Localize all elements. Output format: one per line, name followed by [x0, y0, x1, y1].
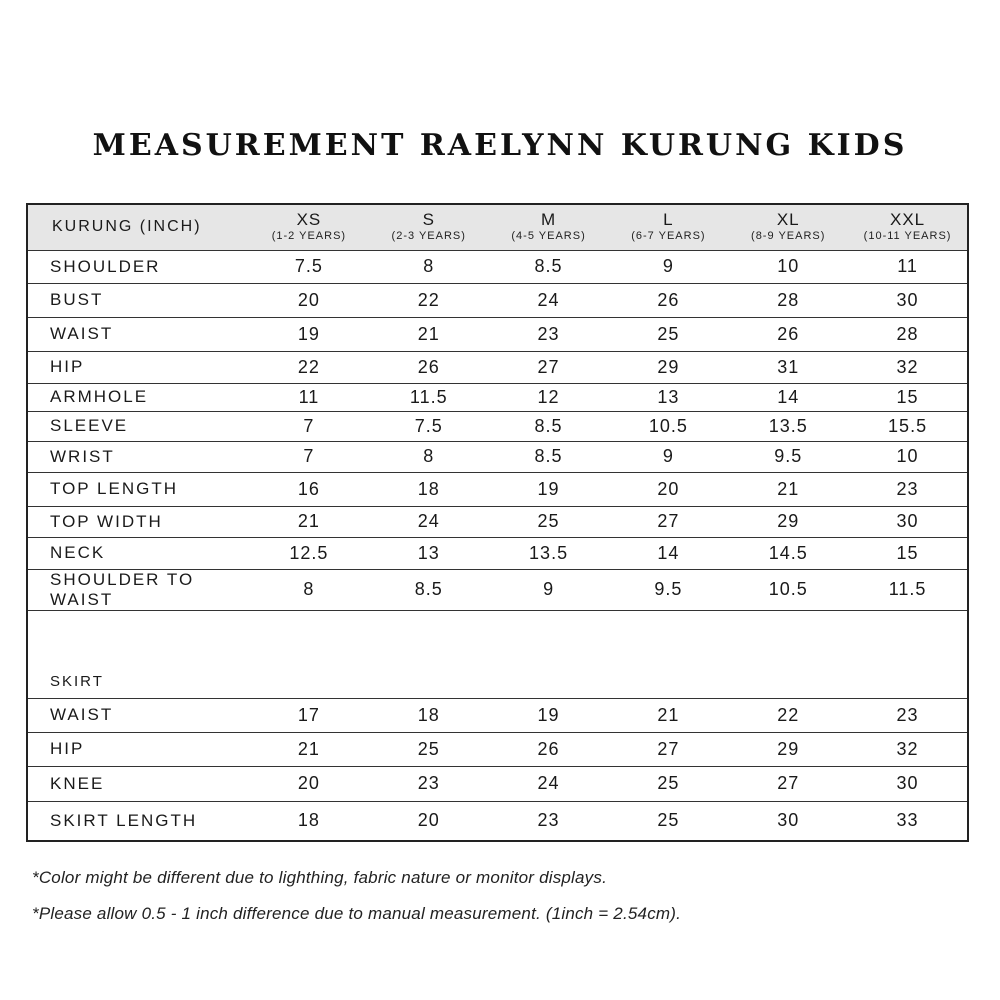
cell-value: 10	[848, 441, 968, 472]
table-row	[27, 472, 968, 506]
size-age: (2-3 YEARS)	[391, 230, 466, 243]
size-age: (1-2 YEARS)	[271, 230, 347, 243]
cell-value: 33	[848, 801, 968, 841]
cell-value: 13	[369, 537, 489, 569]
size-age: (4-5 YEARS)	[511, 230, 586, 243]
cell-value: 25	[489, 506, 609, 537]
row-label: SLEEVE	[27, 411, 249, 441]
table-row	[27, 732, 968, 766]
size-header-xs	[249, 204, 369, 250]
cell-value: 20	[249, 283, 369, 317]
cell-value: 23	[489, 317, 609, 351]
cell-value: 23	[848, 472, 968, 506]
skirt-section-row	[27, 610, 968, 698]
cell-value: 8	[369, 441, 489, 472]
cell-value: 15	[848, 383, 968, 411]
table-row	[27, 766, 968, 801]
table-row	[27, 569, 968, 610]
cell-value: 10	[728, 250, 848, 283]
row-label: SHOULDER	[27, 250, 249, 283]
cell-value: 9.5	[608, 569, 728, 610]
cell-value: 8.5	[489, 250, 609, 283]
cell-value: 28	[848, 317, 968, 351]
table-row	[27, 351, 968, 383]
table-row	[27, 411, 968, 441]
table-row	[27, 250, 968, 283]
cell-value: 23	[369, 766, 489, 801]
cell-value: 18	[369, 472, 489, 506]
cell-value: 19	[489, 472, 609, 506]
size-name: M	[540, 210, 557, 230]
cell-value: 26	[489, 732, 609, 766]
cell-value: 8	[249, 569, 369, 610]
cell-value: 11.5	[848, 569, 968, 610]
size-name: L	[663, 210, 674, 230]
skirt-section-heading: SKIRT	[27, 610, 249, 698]
cell-value: 9.5	[728, 441, 848, 472]
cell-value: 11	[848, 250, 968, 283]
cell-value: 24	[489, 283, 609, 317]
row-label: KNEE	[27, 766, 249, 801]
size-name: S	[422, 210, 435, 230]
row-label: WRIST	[27, 441, 249, 472]
cell-value: 7	[249, 411, 369, 441]
cell-value: 30	[848, 506, 968, 537]
size-header-xxl	[848, 204, 968, 250]
cell-value: 21	[608, 698, 728, 732]
table-row	[27, 698, 968, 732]
cell-value: 7.5	[369, 411, 489, 441]
row-label: ARMHOLE	[27, 383, 249, 411]
cell-value: 27	[608, 506, 728, 537]
cell-value: 8	[369, 250, 489, 283]
cell-value: 7.5	[249, 250, 369, 283]
size-age: (8-9 YEARS)	[751, 230, 826, 243]
table-row	[27, 801, 968, 841]
cell-value: 19	[249, 317, 369, 351]
cell-value: 27	[728, 766, 848, 801]
table-row	[27, 283, 968, 317]
cell-value: 12.5	[249, 537, 369, 569]
cell-value: 11.5	[369, 383, 489, 411]
row-label: WAIST	[27, 317, 249, 351]
cell-value: 21	[249, 732, 369, 766]
cell-value: 18	[369, 698, 489, 732]
table-row	[27, 506, 968, 537]
cell-value: 8.5	[489, 441, 609, 472]
cell-value: 22	[249, 351, 369, 383]
row-label: SHOULDER TO WAIST	[27, 569, 249, 610]
row-label: TOP WIDTH	[27, 506, 249, 537]
cell-value: 11	[249, 383, 369, 411]
size-header-xl	[728, 204, 848, 250]
row-label: NECK	[27, 537, 249, 569]
cell-value: 23	[848, 698, 968, 732]
cell-value: 21	[728, 472, 848, 506]
cell-value: 29	[608, 351, 728, 383]
cell-value: 8.5	[369, 569, 489, 610]
cell-value: 25	[608, 766, 728, 801]
row-label: HIP	[27, 351, 249, 383]
cell-value: 8.5	[489, 411, 609, 441]
cell-value: 9	[489, 569, 609, 610]
cell-value: 20	[608, 472, 728, 506]
table-row	[27, 383, 968, 411]
cell-value: 29	[728, 506, 848, 537]
cell-value: 27	[489, 351, 609, 383]
cell-value: 30	[848, 283, 968, 317]
cell-value: 14	[608, 537, 728, 569]
size-chart-table	[26, 203, 969, 842]
row-label: SKIRT LENGTH	[27, 801, 249, 841]
cell-value: 9	[608, 250, 728, 283]
row-label: BUST	[27, 283, 249, 317]
size-name: XL	[776, 210, 800, 230]
cell-value: 22	[369, 283, 489, 317]
cell-value: 15.5	[848, 411, 968, 441]
table-row	[27, 441, 968, 472]
cell-value: 27	[608, 732, 728, 766]
cell-value: 25	[369, 732, 489, 766]
size-name: XS	[296, 210, 322, 230]
cell-value: 18	[249, 801, 369, 841]
cell-value: 31	[728, 351, 848, 383]
table-row	[27, 537, 968, 569]
footnote-color: *Color might be different due to lighthing, fabric nature or monitor displays.	[32, 868, 608, 887]
cell-value: 7	[249, 441, 369, 472]
cell-value: 32	[848, 732, 968, 766]
cell-value: 26	[728, 317, 848, 351]
cell-value: 14.5	[728, 537, 848, 569]
cell-value: 10.5	[608, 411, 728, 441]
footnote-measurement: *Please allow 0.5 - 1 inch difference due to manual measurement. (1inch = 2.54cm).	[32, 904, 682, 923]
size-age: (6-7 YEARS)	[631, 230, 706, 243]
cell-value: 10.5	[728, 569, 848, 610]
cell-value: 24	[369, 506, 489, 537]
cell-value: 9	[608, 441, 728, 472]
cell-value: 19	[489, 698, 609, 732]
table-header-row	[27, 204, 968, 250]
cell-value: 12	[489, 383, 609, 411]
cell-value: 25	[608, 317, 728, 351]
cell-value: 16	[249, 472, 369, 506]
cell-value: 21	[249, 506, 369, 537]
cell-value: 20	[369, 801, 489, 841]
table-row	[27, 317, 968, 351]
row-label: HIP	[27, 732, 249, 766]
size-name: XXL	[890, 210, 926, 230]
cell-value: 30	[728, 801, 848, 841]
size-header-l	[608, 204, 728, 250]
cell-value: 30	[848, 766, 968, 801]
cell-value: 15	[848, 537, 968, 569]
cell-value: 14	[728, 383, 848, 411]
cell-value: 13.5	[489, 537, 609, 569]
cell-value: 28	[728, 283, 848, 317]
page-title: MEASUREMENT RAELYNN KURUNG KIDS	[92, 128, 908, 163]
size-header-s	[369, 204, 489, 250]
cell-value: 26	[369, 351, 489, 383]
cell-value: 22	[728, 698, 848, 732]
cell-value: 24	[489, 766, 609, 801]
row-label: WAIST	[27, 698, 249, 732]
cell-value: 25	[608, 801, 728, 841]
cell-value: 23	[489, 801, 609, 841]
size-age: (10-11 YEARS)	[863, 230, 952, 243]
cell-value: 32	[848, 351, 968, 383]
cell-value: 26	[608, 283, 728, 317]
row-label: TOP LENGTH	[27, 472, 249, 506]
cell-value: 13.5	[728, 411, 848, 441]
header-label: KURUNG (INCH)	[27, 204, 249, 250]
cell-value: 20	[249, 766, 369, 801]
cell-value: 17	[249, 698, 369, 732]
cell-value: 29	[728, 732, 848, 766]
cell-value: 21	[369, 317, 489, 351]
cell-value: 13	[608, 383, 728, 411]
size-header-m	[489, 204, 609, 250]
